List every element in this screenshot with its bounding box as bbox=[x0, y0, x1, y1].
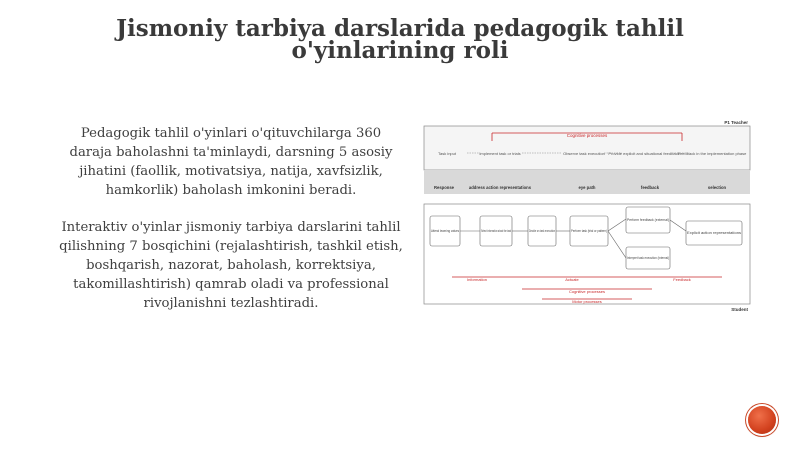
flow-text-3: Decide on task execution bbox=[529, 229, 555, 233]
middle-label-4: feedback bbox=[640, 185, 660, 190]
figure-label-student: Student bbox=[731, 307, 748, 312]
figure-label-teacher: P1 Teacher bbox=[724, 120, 748, 125]
bottom-band-1: Cognitive processes bbox=[568, 289, 606, 294]
middle-label-5: selection bbox=[707, 185, 727, 190]
slide-title: Jismoniy tarbiya darslarida pedagogik tahlil o'yinlarining roli bbox=[116, 15, 684, 64]
flow-text-7: Explicit action representations bbox=[687, 231, 742, 235]
middle-label-2: address action representations bbox=[468, 185, 532, 190]
slide-body bbox=[58, 124, 404, 331]
top-item-4: Provide explicit and situational feedback bbox=[608, 151, 680, 156]
bottom-label-3: Feedback bbox=[673, 277, 691, 282]
next-slide-button[interactable] bbox=[748, 406, 776, 434]
middle-label-3: eye path bbox=[578, 185, 596, 190]
pedagogical-model-diagram bbox=[422, 119, 752, 313]
bottom-band-2: Motor processes bbox=[572, 299, 602, 304]
bottom-label-2: Actuate bbox=[565, 277, 579, 282]
flow-text-5: Perform feedback (external) bbox=[627, 218, 669, 222]
top-band-label: Cognitive processes bbox=[566, 133, 608, 138]
paragraph-2: Interaktiv o'yinlar jismoniy tarbiya darslarini tahlil qilishning 7 bosqichini (rejalashtirish, tashkil etish, boshqarish, nazorat, baholash, korrektsiya, takomillashtirish) qamrab oladi va professional rivojlanishni tezlashtiradi. bbox=[59, 220, 403, 311]
flow-text-6: Interpret task execution (internal) bbox=[627, 256, 669, 260]
paragraph-1: Pedagogik tahlil o'yinlari o'qituvchilarga 360 daraja baholashni ta'minlaydi, darsning 5 asosiy jihatini (faollik, motivatsiya, natija, xavfsizlik, hamkorlik) baholash imkonini beradi. bbox=[69, 126, 393, 198]
middle-band bbox=[424, 170, 750, 194]
bottom-label-1: Information bbox=[466, 277, 488, 282]
flow-text-4: Perform task (trial or pattern) bbox=[571, 229, 607, 233]
top-item-5: Feedback in the implementation phase bbox=[677, 151, 747, 156]
middle-label-1: Response bbox=[433, 185, 455, 190]
flow-text-1: Attend learning values bbox=[431, 229, 460, 233]
top-item-2: Implement task or trials bbox=[479, 151, 521, 156]
top-item-1: Task input bbox=[437, 151, 457, 156]
top-item-3: Observe task execution bbox=[563, 151, 605, 156]
flow-text-2: Select information about the task bbox=[481, 229, 512, 233]
